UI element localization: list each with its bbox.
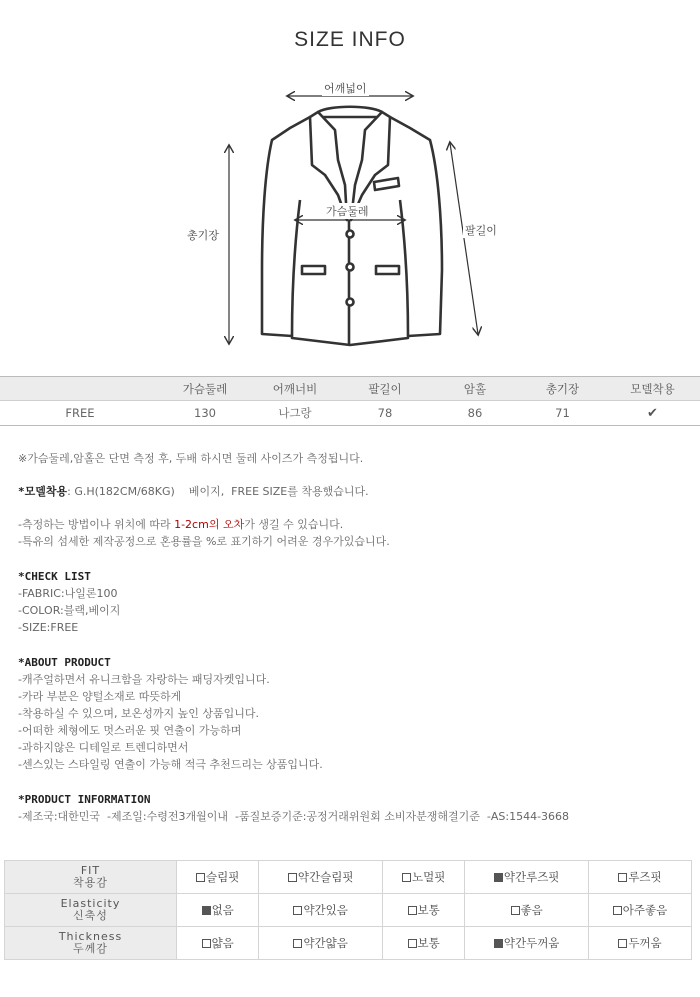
list-item: -카라 부분은 양털소재로 따뜻하게 [18,690,182,703]
unchecked-box-icon [402,873,411,882]
list-item: -센스있는 스타일링 연출이 가능해 적극 추천드리는 상품입니다. [18,758,323,771]
fit-option-label: 슬림핏 [206,870,240,884]
unchecked-box-icon [408,939,417,948]
fit-option [382,927,464,960]
size-cell-sleeve: 78 [340,401,430,426]
about-product-title: *ABOUT PRODUCT [18,656,111,669]
size-header-sleeve: 팔길이 [340,377,430,401]
fit-table [4,860,692,960]
checked-box-icon [202,906,211,915]
unchecked-box-icon [293,939,302,948]
unchecked-box-icon [613,906,622,915]
model-note-label: *모델착용 [18,485,68,498]
fit-option [259,894,383,927]
checked-box-icon [494,939,503,948]
measure-note: ※가슴둘레,암홀은 단면 측정 후, 두배 하시면 둘레 사이즈가 측정됩니다. [18,452,364,465]
size-cell-chest: 130 [160,401,250,426]
fit-option-label: 약간슬림핏 [297,870,354,884]
fit-row-label-ko: 신축성 [73,909,108,922]
length-label: 총기장 [187,229,219,242]
list-item: -어떠한 체형에도 멋스러운 핏 연출이 가능하며 [18,724,242,737]
fit-row-label-en: Elasticity [60,897,121,910]
unchecked-box-icon [408,906,417,915]
size-header-model: 모델착용 [605,377,700,401]
fit-option-label: 보통 [417,903,440,917]
check-item-color: -COLOR:블랙,베이지 [18,604,121,617]
fit-row-label-ko: 두께감 [73,942,108,955]
model-note [18,483,688,500]
shoulder-label: 어깨넓이 [324,82,367,95]
list-item: -캐주얼하면서 유니크함을 자랑하는 패딩자켓입니다. [18,673,270,686]
size-cell-armhole: 86 [430,401,520,426]
fit-option-label: 좋음 [520,903,543,917]
check-item-size: -SIZE:FREE [18,621,79,634]
fit-option-label: 두꺼움 [628,936,662,950]
fit-option-label: 아주좋음 [622,903,668,917]
fit-row-label [5,927,177,960]
model-note-text: : G.H(182CM/68KG) 베이지, FREE SIZE를 착용했습니다. [67,485,369,498]
unchecked-box-icon [511,906,520,915]
error-note-text-end: 가 생길 수 있습니다. [244,518,344,531]
fit-option [177,861,259,894]
fit-option [588,894,691,927]
error-note [18,516,688,533]
fit-option [382,861,464,894]
fit-option-label: 약간있음 [303,903,348,917]
unchecked-box-icon [618,873,627,882]
fit-option [177,927,259,960]
size-table-header [0,377,700,401]
fit-option [465,927,589,960]
fit-option [588,861,691,894]
fit-option-label: 보통 [417,936,440,950]
unchecked-box-icon [288,873,297,882]
error-note-highlight: 1-2cm의 오차 [174,518,245,531]
size-header-empty [0,377,160,401]
check-item-fabric: -FABRIC:나일론100 [18,587,118,600]
jacket-diagram [0,70,700,360]
fit-option-label: 약간얇음 [303,936,348,950]
fit-row-label-en: FIT [80,864,101,877]
unchecked-box-icon [293,906,302,915]
fit-row-label-en: Thickness [58,930,123,943]
fit-option [465,861,589,894]
size-header-chest: 가슴둘레 [160,377,250,401]
size-cell-size: FREE [0,401,160,426]
fit-option [588,927,691,960]
fit-option-label: 루즈핏 [628,870,662,884]
product-information-text: -제조국:대한민국 -제조일:수령전3개월이내 -품질보증기준:공정거래위원회 소비자분쟁해결기준 -AS:1544-3668 [18,810,570,823]
fit-option-label: 약간두꺼움 [503,936,560,950]
table-row [5,894,692,927]
error-note-text: -측정하는 방법이나 위치에 따라 [18,518,175,531]
table-row [5,861,692,894]
list-item: -착용하실 수 있으며, 보온성까지 높인 상품입니다. [18,707,259,720]
unchecked-box-icon [202,939,211,948]
fit-option [382,894,464,927]
fit-option [259,927,383,960]
fit-option-label: 없음 [211,903,234,917]
fit-option-label: 노멀핏 [411,870,446,884]
size-cell-shoulder: 나그랑 [250,401,340,426]
checked-box-icon [494,873,503,882]
size-header-shoulder: 어깨너비 [250,377,340,401]
model-check-icon: ✔ [605,401,700,426]
fit-row-label [5,861,177,894]
check-list-title: *CHECK LIST [18,570,91,583]
product-notes [18,450,688,825]
page-title: SIZE INFO [294,28,406,51]
table-row [0,401,700,426]
fit-option-label: 얇음 [211,936,234,950]
size-cell-length: 71 [520,401,605,426]
unchecked-box-icon [618,939,627,948]
sleeve-label: 팔길이 [465,224,497,237]
size-header-armhole: 암홀 [430,377,520,401]
product-information-title: *PRODUCT INFORMATION [18,793,151,806]
table-row [5,927,692,960]
fit-option [177,894,259,927]
blend-note: -특유의 섬세한 제작공정으로 혼용률을 %로 표기하기 어려운 경우가있습니다. [18,535,390,548]
fit-option [465,894,589,927]
fit-option [259,861,383,894]
list-item: -과하지않은 디테일로 트렌디하면서 [18,741,189,754]
unchecked-box-icon [196,873,205,882]
chest-label: 가슴둘레 [326,205,369,218]
fit-row-label-ko: 착용감 [73,876,108,889]
fit-row-label [5,894,177,927]
size-table [0,376,700,426]
size-header-length: 총기장 [520,377,605,401]
fit-option-label: 약간루즈핏 [503,870,560,884]
